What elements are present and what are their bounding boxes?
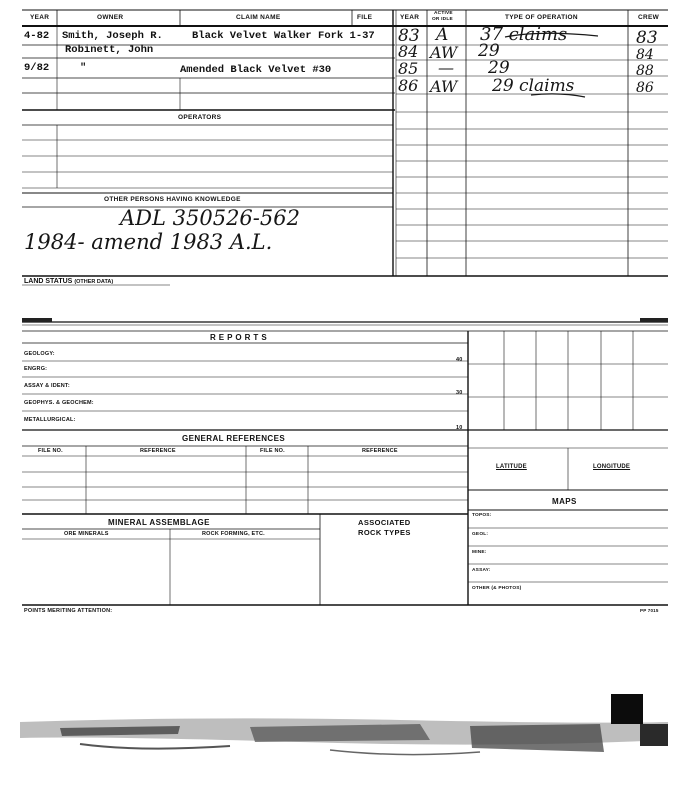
- general-references-title: GENERAL REFERENCES: [182, 434, 286, 443]
- associated-label: ASSOCIATED: [358, 518, 411, 527]
- header-crew: CREW: [638, 14, 660, 21]
- latitude-label: LATITUDE: [496, 464, 527, 470]
- rock-types-label: ROCK TYPES: [358, 528, 411, 537]
- activity-status-2: AW: [430, 43, 458, 62]
- report-num-10: 10: [456, 425, 463, 431]
- gr-col-reference-2: REFERENCE: [362, 448, 398, 454]
- gr-col-reference-1: REFERENCE: [140, 448, 176, 454]
- header-claim-name: CLAIM NAME: [236, 14, 281, 21]
- header-or-idle: OR IDLE: [432, 17, 453, 22]
- claim-owner-1: Smith, Joseph R.: [62, 30, 163, 42]
- maps-title: MAPS: [552, 497, 577, 506]
- land-status-sub: (OTHER DATA): [74, 279, 114, 285]
- claim-year-1: 4-82: [24, 30, 50, 42]
- longitude-label: LONGITUDE: [593, 464, 631, 470]
- handwritten-amendment-note: 1984- amend 1983 A.L.: [24, 230, 273, 254]
- form-number: PP 7015: [640, 608, 659, 613]
- report-row-geology: GEOLOGY:: [24, 351, 55, 357]
- activity-operation-2: 29: [478, 41, 500, 61]
- activity-crew-1: 83: [636, 28, 658, 48]
- claim-owner-3: ": [80, 62, 87, 74]
- claim-name-1: Black Velvet Walker Fork 1-37: [192, 30, 375, 42]
- points-meriting-attention: POINTS MERITING ATTENTION:: [24, 608, 113, 614]
- reports-title: R E P O R T S: [210, 333, 268, 342]
- mineral-assemblage-title: MINERAL ASSEMBLAGE: [108, 518, 210, 527]
- activity-year-4: 86: [398, 76, 419, 95]
- maps-geol: GEOL:: [472, 532, 489, 537]
- maps-mine: MINE:: [472, 550, 487, 555]
- header-year: YEAR: [30, 14, 50, 21]
- header-type-of-operation: TYPE OF OPERATION: [505, 14, 578, 21]
- ore-minerals-label: ORE MINERALS: [64, 531, 109, 537]
- report-row-engrg: ENGRG:: [24, 366, 48, 372]
- header-file: FILE: [357, 14, 373, 21]
- report-num-40: 40: [456, 357, 463, 363]
- activity-year-2: 84: [398, 42, 419, 61]
- operators-title: OPERATORS: [178, 114, 222, 121]
- land-status-text: LAND STATUS: [24, 278, 73, 285]
- claim-name-3: Amended Black Velvet #30: [180, 64, 332, 76]
- maps-topos: TOPOS:: [472, 513, 492, 518]
- report-num-30: 30: [456, 390, 463, 396]
- activity-operation-3: 29: [488, 58, 510, 78]
- report-row-metallurgical: METALLURGICAL:: [24, 417, 76, 423]
- rock-forming-label: ROCK FORMING, ETC.: [202, 531, 265, 537]
- land-status-label: [24, 278, 113, 285]
- activity-crew-2: 84: [636, 47, 654, 63]
- activity-status-4: AW: [430, 77, 458, 96]
- gr-col-file-no-1: FILE NO.: [38, 448, 63, 454]
- header-year-2: YEAR: [400, 14, 420, 21]
- header-owner: OWNER: [97, 14, 124, 21]
- handwritten-adl-number: ADL 350526-562: [120, 206, 300, 230]
- activity-crew-3: 88: [636, 63, 654, 79]
- report-row-geophys: GEOPHYS. & GEOCHEM:: [24, 400, 94, 406]
- gr-col-file-no-2: FILE NO.: [260, 448, 285, 454]
- activity-year-1: 83: [398, 26, 420, 46]
- maps-assay: ASSAY:: [472, 568, 491, 573]
- activity-status-3: —: [438, 58, 454, 77]
- scan-artifact-band: [20, 318, 668, 755]
- maps-other: OTHER (& PHOTOS): [472, 586, 522, 591]
- activity-operation-1: 37 claims: [480, 24, 568, 45]
- claim-owner-2: Robinett, John: [65, 44, 154, 56]
- report-row-assay: ASSAY & IDENT:: [24, 383, 70, 389]
- claim-year-3: 9/82: [24, 62, 50, 74]
- header-active: ACTIVE: [434, 11, 453, 16]
- other-persons-title: OTHER PERSONS HAVING KNOWLEDGE: [104, 196, 241, 203]
- activity-year-3: 85: [398, 59, 419, 78]
- activity-status-1: A: [436, 25, 449, 45]
- activity-operation-4: 29 claims: [492, 76, 575, 96]
- activity-crew-4: 86: [636, 80, 654, 96]
